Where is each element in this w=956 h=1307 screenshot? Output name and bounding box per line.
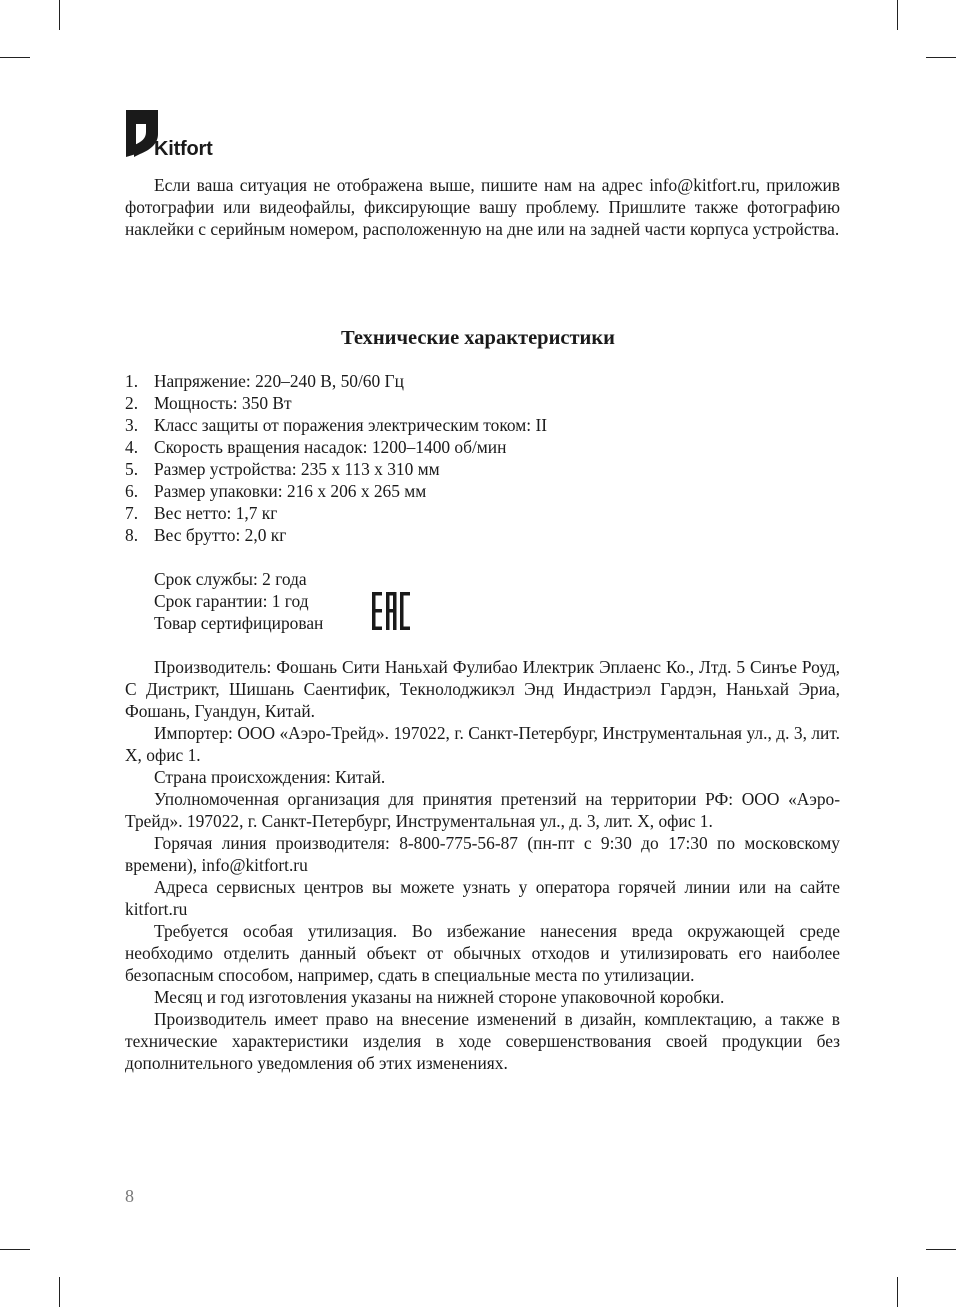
certification-note: Товар сертифицирован: [154, 613, 324, 633]
list-item: 4. Скорость вращения насадок: 1200–1400 об/мин: [125, 437, 507, 457]
service-info: [154, 568, 323, 634]
list-item: 1. Напряжение: 220–240 В, 50/60 Гц: [125, 371, 404, 391]
service-life: Срок службы: 2 года: [154, 569, 307, 589]
page-number: 8: [125, 1186, 134, 1206]
crop-mark: [897, 1277, 898, 1307]
crop-mark: [0, 57, 30, 58]
authorized-org-paragraph: Уполномоченная организация для принятия претензий на территории РФ: ООО «Аэро-Трейд». 197022, г. Санкт-Петербург, Инструментальная ул., д. 3, лит. Х, офис 1.: [125, 789, 840, 831]
list-item: 7. Вес нетто: 1,7 кг: [125, 503, 278, 523]
crop-mark: [0, 1249, 30, 1250]
changes-paragraph: Производитель имеет право на внесение изменений в дизайн, комплектацию, а также в технические характеристики изделия в ходе совершенствования своей продукции без дополнительного уведомления об этих изменениях.: [125, 1009, 840, 1073]
origin-paragraph: Страна происхождения: Китай.: [154, 767, 386, 787]
specs-heading: Технические характеристики: [341, 327, 615, 349]
crop-mark: [926, 1249, 956, 1250]
kitfort-logo: [126, 110, 236, 160]
service-centers-paragraph: Адреса сервисных центров вы можете узнать у оператора горячей линии или на сайте kitfort.ru: [125, 877, 840, 919]
crop-mark: [897, 0, 898, 30]
brand-name: Kitfort: [154, 138, 213, 160]
crop-mark: [59, 1277, 60, 1307]
manufacturer-paragraph: Производитель: Фошань Сити Наньхай Фулибао Илектрик Эплаенс Ко., Лтд. 5 Синъе Роуд, С Дистрикт, Шишань Саентифик, Текнолоджикэл Энд Индастриэл Гардэн, Наньхай Эриа, Фошань, Гуандун, Китай.: [125, 657, 840, 721]
list-item: 5. Размер устройства: 235 х 113 х 310 мм: [125, 459, 440, 479]
specs-list: [125, 370, 840, 546]
crop-mark: [926, 57, 956, 58]
manufacture-date-paragraph: Месяц и год изготовления указаны на нижней стороне упаковочной коробки.: [154, 987, 725, 1007]
warranty-period: Срок гарантии: 1 год: [154, 591, 309, 611]
list-item: 6. Размер упаковки: 216 х 206 х 265 мм: [125, 481, 427, 501]
intro-text: Если ваша ситуация не отображена выше, пишите нам на адрес info@kitfort.ru, приложив фотографии или видеофайлы, фиксирующие вашу проблему. Пришлите также фотографию наклейки с серийным номером, расположенную на дне или на задней части корпуса устройства.: [125, 175, 840, 239]
importer-paragraph: Импортер: ООО «Аэро-Трейд». 197022, г. Санкт-Петербург, Инструментальная ул., д. 3, лит. Х, офис 1.: [125, 723, 840, 765]
list-item: 2. Мощность: 350 Вт: [125, 393, 292, 413]
intro-paragraph: [125, 174, 840, 240]
list-item: 8. Вес брутто: 2,0 кг: [125, 525, 287, 545]
disposal-paragraph: Требуется особая утилизация. Во избежание нанесения вреда окружающей среде необходимо отделить данный объект от обычных отходов и утилизировать его наиболее безопасным способом, например, сдать в специальные места по утилизации.: [125, 921, 840, 985]
eac-mark-icon: [372, 592, 412, 630]
list-item: 3. Класс защиты от поражения электрическим током: II: [125, 415, 548, 435]
hotline-paragraph: Горячая линия производителя: 8-800-775-56-87 (пн-пт с 9:30 до 17:30 по московскому времени), info@kitfort.ru: [125, 833, 840, 875]
crop-mark: [59, 0, 60, 30]
